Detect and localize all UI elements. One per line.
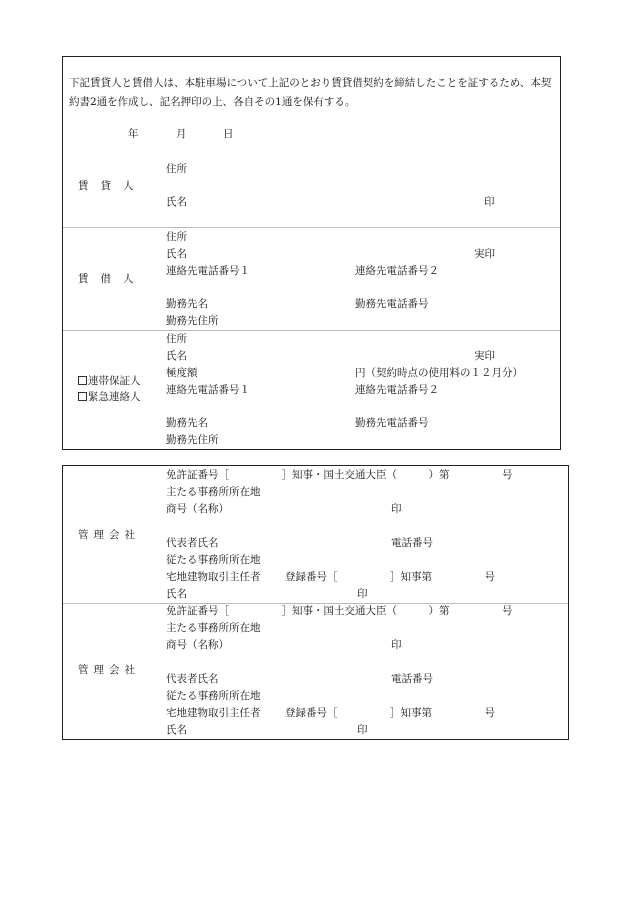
management-1-trade-name: 商号（名称） <box>166 503 229 515</box>
guarantor-option-1 <box>78 375 141 388</box>
management-2-main-office: 主たる事務所所在地 <box>166 622 261 634</box>
date-year-label: 年 <box>128 128 139 140</box>
lessee-phone1-label: 連絡先電話番号１ <box>166 265 250 277</box>
management-1-agent: 宅地建物取引主任者 <box>166 571 261 583</box>
guarantor-option-2-label: 緊急連絡人 <box>88 391 141 403</box>
management-2-agent-name: 氏名 <box>166 724 187 736</box>
guarantor-workplace-label: 勤務先名 <box>166 417 208 429</box>
lessor-address-label: 住所 <box>166 163 187 175</box>
date-day-label: 日 <box>223 128 234 140</box>
lessor-divider <box>63 227 560 228</box>
guarantor-name-label: 氏名 <box>166 350 187 362</box>
lessee-address-label: 住所 <box>166 231 187 243</box>
management-2-phone: 電話番号 <box>391 673 433 685</box>
management-1-main-office: 主たる事務所所在地 <box>166 486 261 498</box>
management-divider <box>63 603 568 604</box>
management-2-agent-seal-mark: 印 <box>357 724 368 736</box>
management-1-sub-office: 従たる事務所所在地 <box>166 554 261 566</box>
lessor-name-label: 氏名 <box>166 196 187 208</box>
lessee-heading: 賃借人 <box>78 273 146 285</box>
guarantor-seal-mark: 実印 <box>474 350 495 362</box>
date-month-label: 月 <box>176 128 187 140</box>
management-1-license: 免許証番号［ ］知事・国土交通大臣（ ）第 号 <box>166 469 513 481</box>
management-1-seal-mark: 印 <box>391 503 402 515</box>
lessor-seal-mark: 印 <box>484 196 495 208</box>
lessee-phone2-label: 連絡先電話番号２ <box>355 265 439 277</box>
lessee-work-phone-label: 勤務先電話番号 <box>355 298 429 310</box>
management-2-seal-mark: 印 <box>391 639 402 651</box>
guarantor-phone1-label: 連絡先電話番号１ <box>166 384 250 396</box>
management-1-phone: 電話番号 <box>391 537 433 549</box>
guarantor-address-label: 住所 <box>166 333 187 345</box>
lessee-name-label: 氏名 <box>166 248 187 260</box>
lessee-workplace-label: 勤務先名 <box>166 298 208 310</box>
management-2-heading: 管理会社 <box>78 664 140 676</box>
management-2-license: 免許証番号［ ］知事・国土交通大臣（ ）第 号 <box>166 605 513 617</box>
guarantor-limit-label: 極度額 <box>166 367 198 379</box>
management-2-representative: 代表者氏名 <box>166 673 219 685</box>
guarantor-checkbox[interactable] <box>78 376 87 385</box>
management-1-representative: 代表者氏名 <box>166 537 219 549</box>
guarantor-work-address-label: 勤務先住所 <box>166 434 219 446</box>
contract-intro-paragraph: 下記賃貸人と賃借人は、本駐車場について上記のとおり賃貸借契約を締結したことを証するため、本契約書2通を作成し、記名押印の上、各自その1通を保有する。 <box>69 77 552 108</box>
management-2-registration: 登録番号［ ］知事第 号 <box>285 707 495 719</box>
lessee-seal-mark: 実印 <box>474 248 495 260</box>
guarantor-option-1-label: 連帯保証人 <box>88 375 141 387</box>
lessee-divider <box>63 330 560 331</box>
management-2-agent: 宅地建物取引主任者 <box>166 707 261 719</box>
management-1-agent-name: 氏名 <box>166 588 187 600</box>
lessor-heading: 賃貸人 <box>78 180 146 192</box>
lessee-work-address-label: 勤務先住所 <box>166 315 219 327</box>
guarantor-limit-note: 円（契約時点の使用料の１２月分） <box>355 367 523 379</box>
management-1-registration: 登録番号［ ］知事第 号 <box>285 571 495 583</box>
guarantor-work-phone-label: 勤務先電話番号 <box>355 417 429 429</box>
emergency-contact-checkbox[interactable] <box>78 392 87 401</box>
management-2-sub-office: 従たる事務所所在地 <box>166 690 261 702</box>
management-2-trade-name: 商号（名称） <box>166 639 229 651</box>
management-1-agent-seal-mark: 印 <box>357 588 368 600</box>
guarantor-phone2-label: 連絡先電話番号２ <box>355 384 439 396</box>
management-1-heading: 管理会社 <box>78 529 140 541</box>
guarantor-option-2 <box>78 391 141 404</box>
